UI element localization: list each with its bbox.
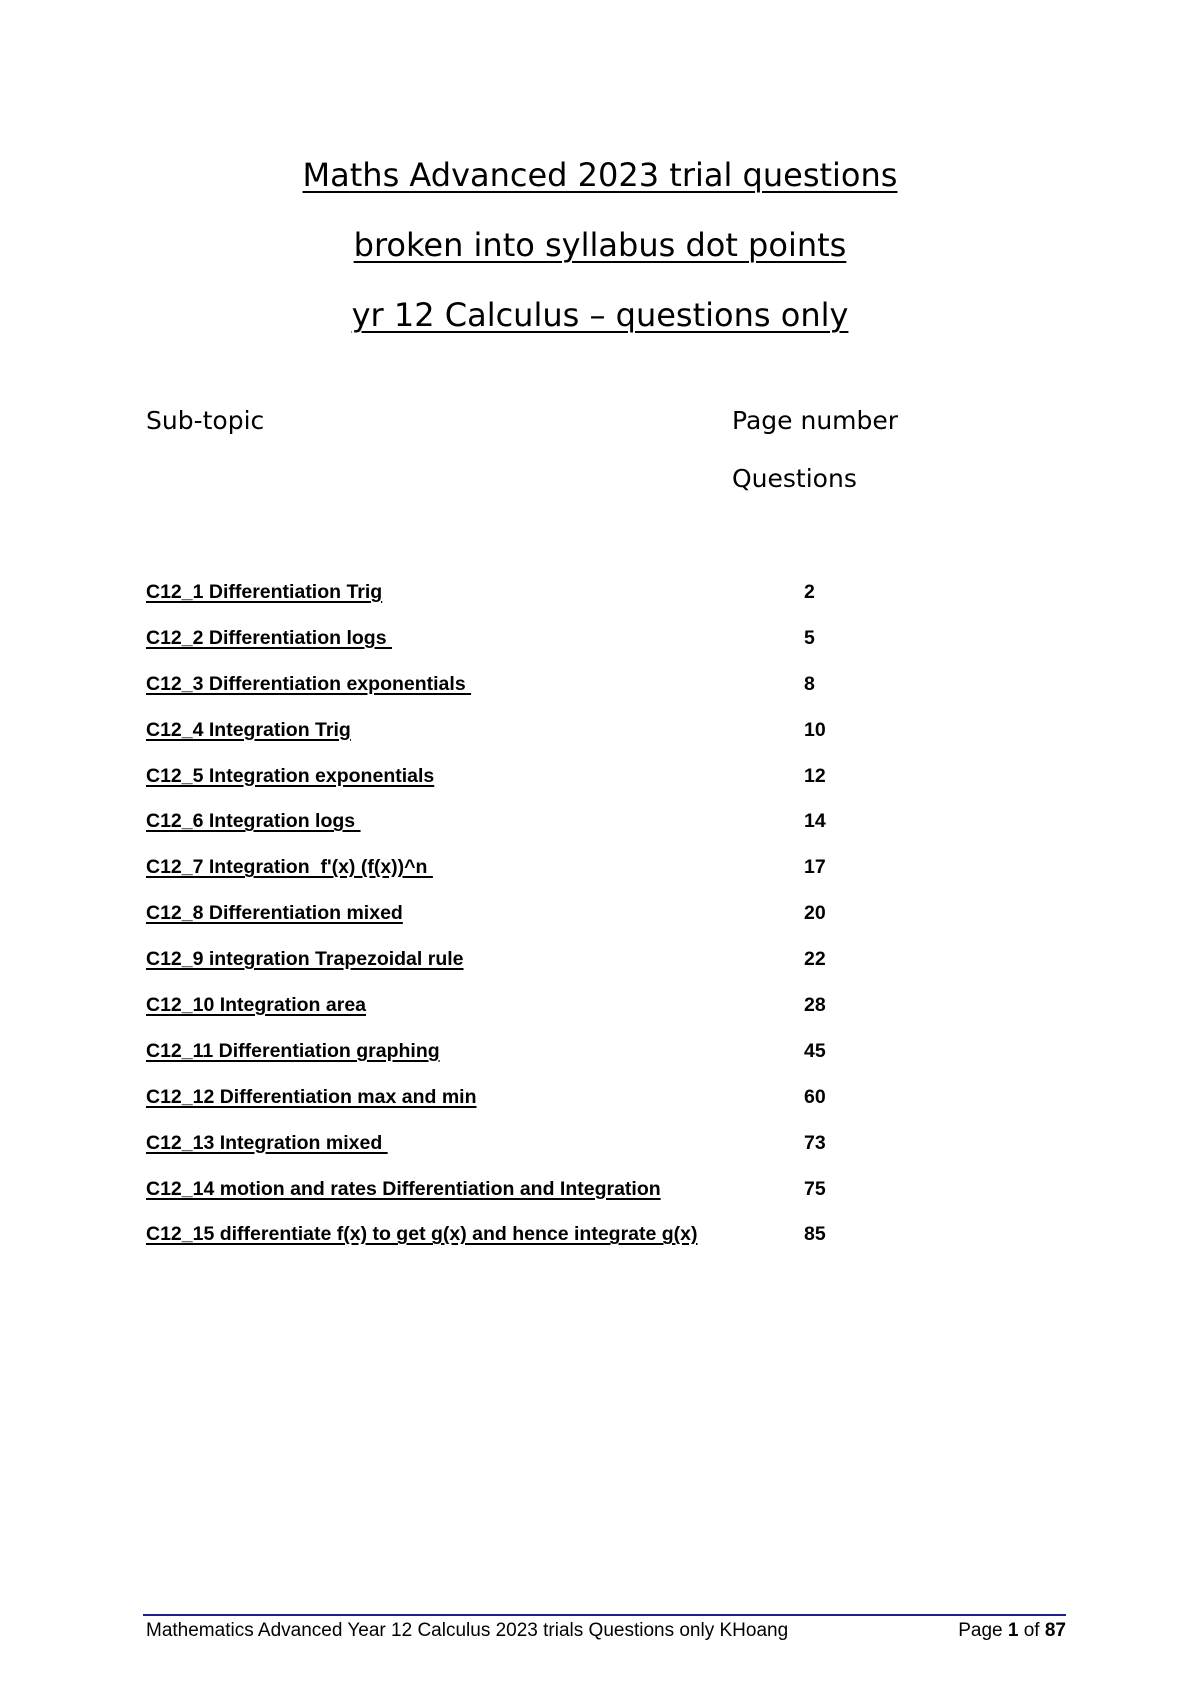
toc-link[interactable]: C12_9 integration Trapezoidal rule [146, 948, 464, 971]
toc-page-number: 20 [804, 902, 826, 925]
toc-row [146, 762, 906, 808]
toc-page-number: 22 [804, 948, 826, 971]
toc-link[interactable]: C12_1 Differentiation Trig [146, 581, 383, 603]
toc-row [146, 853, 906, 899]
toc-link[interactable]: C12_11 Differentiation graphing [146, 1039, 440, 1062]
toc-row [146, 1175, 906, 1221]
footer-divider [143, 1614, 1066, 1616]
toc-link[interactable]: C12_5 Integration exponentials [146, 764, 435, 787]
toc-link[interactable]: C12_14 motion and rates Differentiation and Integration [146, 1177, 661, 1200]
toc-link[interactable]: C12_2 Differentiation logs [146, 626, 392, 649]
document-title [0, 150, 1200, 360]
page-label: Page [958, 1620, 1008, 1641]
toc-page-number: 12 [804, 764, 826, 787]
toc-link[interactable]: C12_12 Differentiation max and min [146, 1085, 477, 1108]
toc-link[interactable]: C12_10 Integration area [146, 994, 367, 1017]
toc-row [146, 807, 906, 853]
toc-link[interactable]: C12_7 Integration f'(x) (f(x))^n [146, 856, 433, 879]
toc-row [146, 716, 906, 762]
toc-page-number: 10 [804, 718, 826, 741]
toc-row [146, 1220, 906, 1266]
toc-link[interactable]: C12_3 Differentiation exponentials [146, 672, 472, 695]
toc-page-number: 28 [804, 994, 826, 1017]
toc-page-number: 2 [804, 581, 815, 603]
toc-page-number: 75 [804, 1177, 826, 1200]
current-page: 1 [1007, 1620, 1019, 1641]
page-footer [146, 1619, 1066, 1643]
toc-link[interactable]: C12_15 differentiate f(x) to get g(x) and hence integrate g(x) [146, 1223, 698, 1246]
title-line-1: Maths Advanced 2023 trial questions [302, 156, 898, 194]
toc-page-number: 85 [804, 1223, 826, 1246]
toc-row [146, 1129, 906, 1175]
page-indicator [958, 1619, 1066, 1643]
toc-page-number: 17 [804, 856, 826, 879]
toc-row [146, 899, 906, 945]
page-number-header: Page number [732, 406, 899, 435]
toc-row [146, 1037, 906, 1083]
subtopic-header: Sub-topic [146, 406, 265, 435]
toc-page-number: 14 [804, 810, 826, 833]
page-of-label: of [1018, 1620, 1045, 1641]
toc-page-number: 8 [804, 672, 815, 695]
footer-document-label: Mathematics Advanced Year 12 Calculus 2023 trials Questions only KHoang [146, 1620, 789, 1641]
title-line-2: broken into syllabus dot points [353, 226, 847, 264]
toc-row [146, 578, 906, 624]
toc-row [146, 945, 906, 991]
toc-link[interactable]: C12_4 Integration Trig [146, 718, 351, 741]
toc-link[interactable]: C12_6 Integration logs [146, 810, 361, 833]
toc-row [146, 991, 906, 1037]
toc-row [146, 670, 906, 716]
toc-link[interactable]: C12_8 Differentiation mixed [146, 902, 403, 925]
toc-link[interactable]: C12_13 Integration mixed [146, 1131, 388, 1154]
table-of-contents [146, 578, 906, 1266]
questions-header: Questions [732, 464, 857, 493]
toc-page-number: 60 [804, 1085, 826, 1108]
toc-row [146, 624, 906, 670]
total-pages: 87 [1044, 1620, 1066, 1641]
toc-page-number: 73 [804, 1131, 826, 1154]
title-line-3: yr 12 Calculus – questions only [351, 296, 849, 334]
toc-page-number: 45 [804, 1039, 826, 1062]
toc-row [146, 1083, 906, 1129]
toc-page-number: 5 [804, 626, 815, 649]
